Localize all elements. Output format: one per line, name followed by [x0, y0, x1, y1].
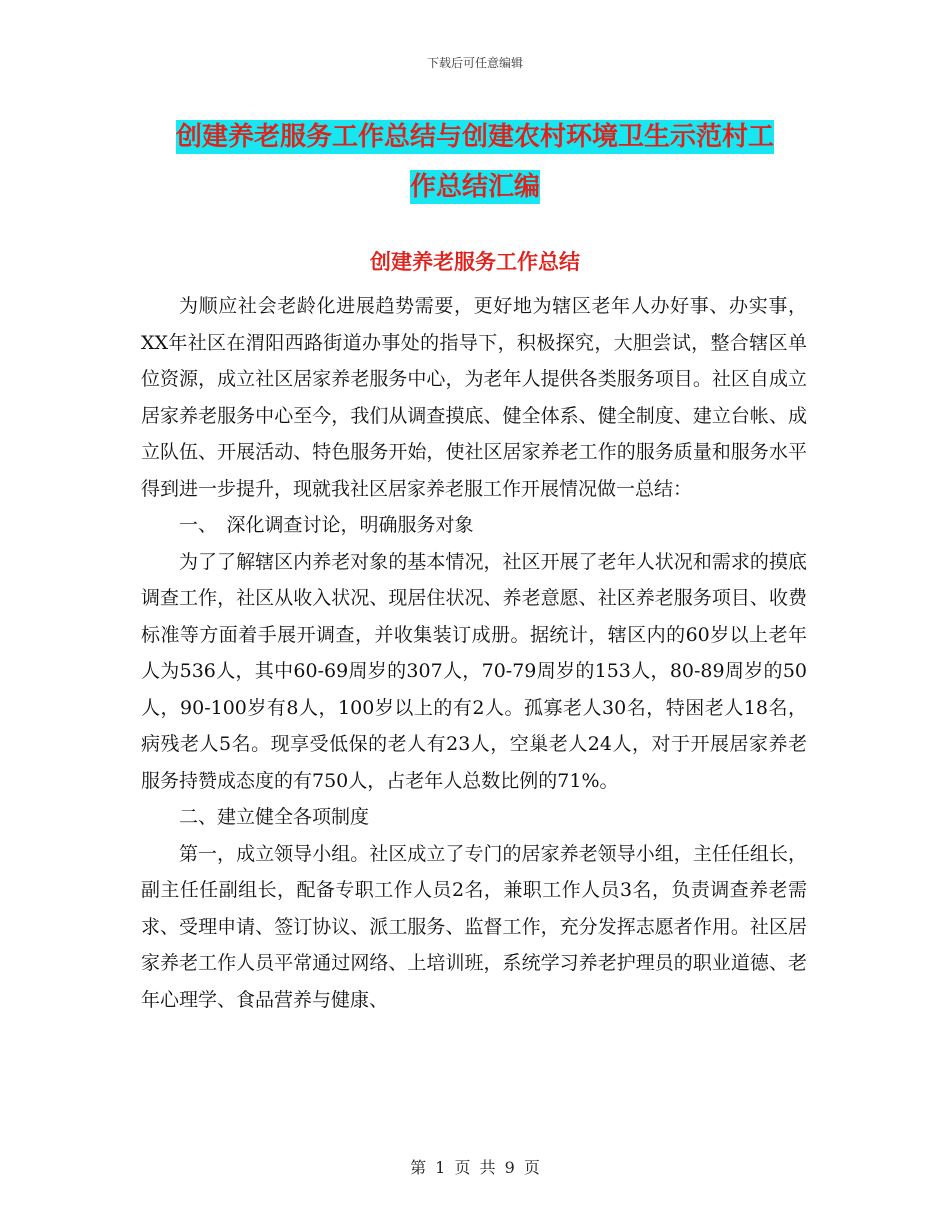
title-line-1: 创建养老服务工作总结与创建农村环境卫生示范村工: [175, 122, 774, 152]
page-number: 第 1 页 共 9 页: [410, 1158, 540, 1177]
document-title: [140, 112, 810, 212]
paragraph-intro: 为顺应社会老龄化进展趋势需要，更好地为辖区老年人办好事、办实事，XX年社区在渭阳西路街道办事处的指导下，积极探究，大胆尝试，整合辖区单位资源，成立社区居家养老服务中心，为老年人提供各类服务项目。社区自成立居家养老服务中心至今，我们从调查摸底、健全体系、健全制度、建立台帐、成立队伍、开展活动、特色服务开始，使社区居家养老工作的服务质量和服务水平得到进一步提升，现就我社区居家养老服工作开展情况做一总结：: [141, 295, 807, 500]
title-line-2: 作总结汇编: [409, 172, 540, 202]
paragraph-leadership: 第一，成立领导小组。社区成立了专门的居家养老领导小组，主任任组长，副主任任副组长，配备专职工作人员2名，兼职工作人员3名，负责调查养老需求、受理申请、签订协议、派工服务、监督工作，充分发挥志愿者作用。社区居家养老工作人员平常通过网络、上培训班，系统学习养老护理员的职业道德、老年心理学、食品营养与健康、: [141, 842, 807, 1011]
body-text: [141, 288, 807, 1018]
paragraph-heading-2: 二、建立健全各项制度: [179, 806, 370, 828]
header-note: 下载后可任意编辑: [426, 56, 523, 70]
paragraph-heading-1: 一、 深化调查讨论，明确服务对象: [179, 514, 474, 536]
paragraph-survey: 为了了解辖区内养老对象的基本情况，社区开展了老年人状况和需求的摸底调查工作，社区从收入状况、现居住状况、养老意愿、社区养老服务项目、收费标准等方面着手展开调查，并收集装订成册。据统计，辖区内的60岁以上老年人为536人，其中60-69周岁的307人，70-79周岁的153人，80-89周岁的50人，90-100岁有8人，100岁以上的有2人。孤寡老人30名，特困老人18名，病残老人5名。现享受低保的老人有23人，空巢老人24人，对于开展居家养老服务持赞成态度的有750人，占老年人总数比例的71%。: [141, 550, 807, 792]
section-title: 创建养老服务工作总结: [370, 250, 580, 274]
